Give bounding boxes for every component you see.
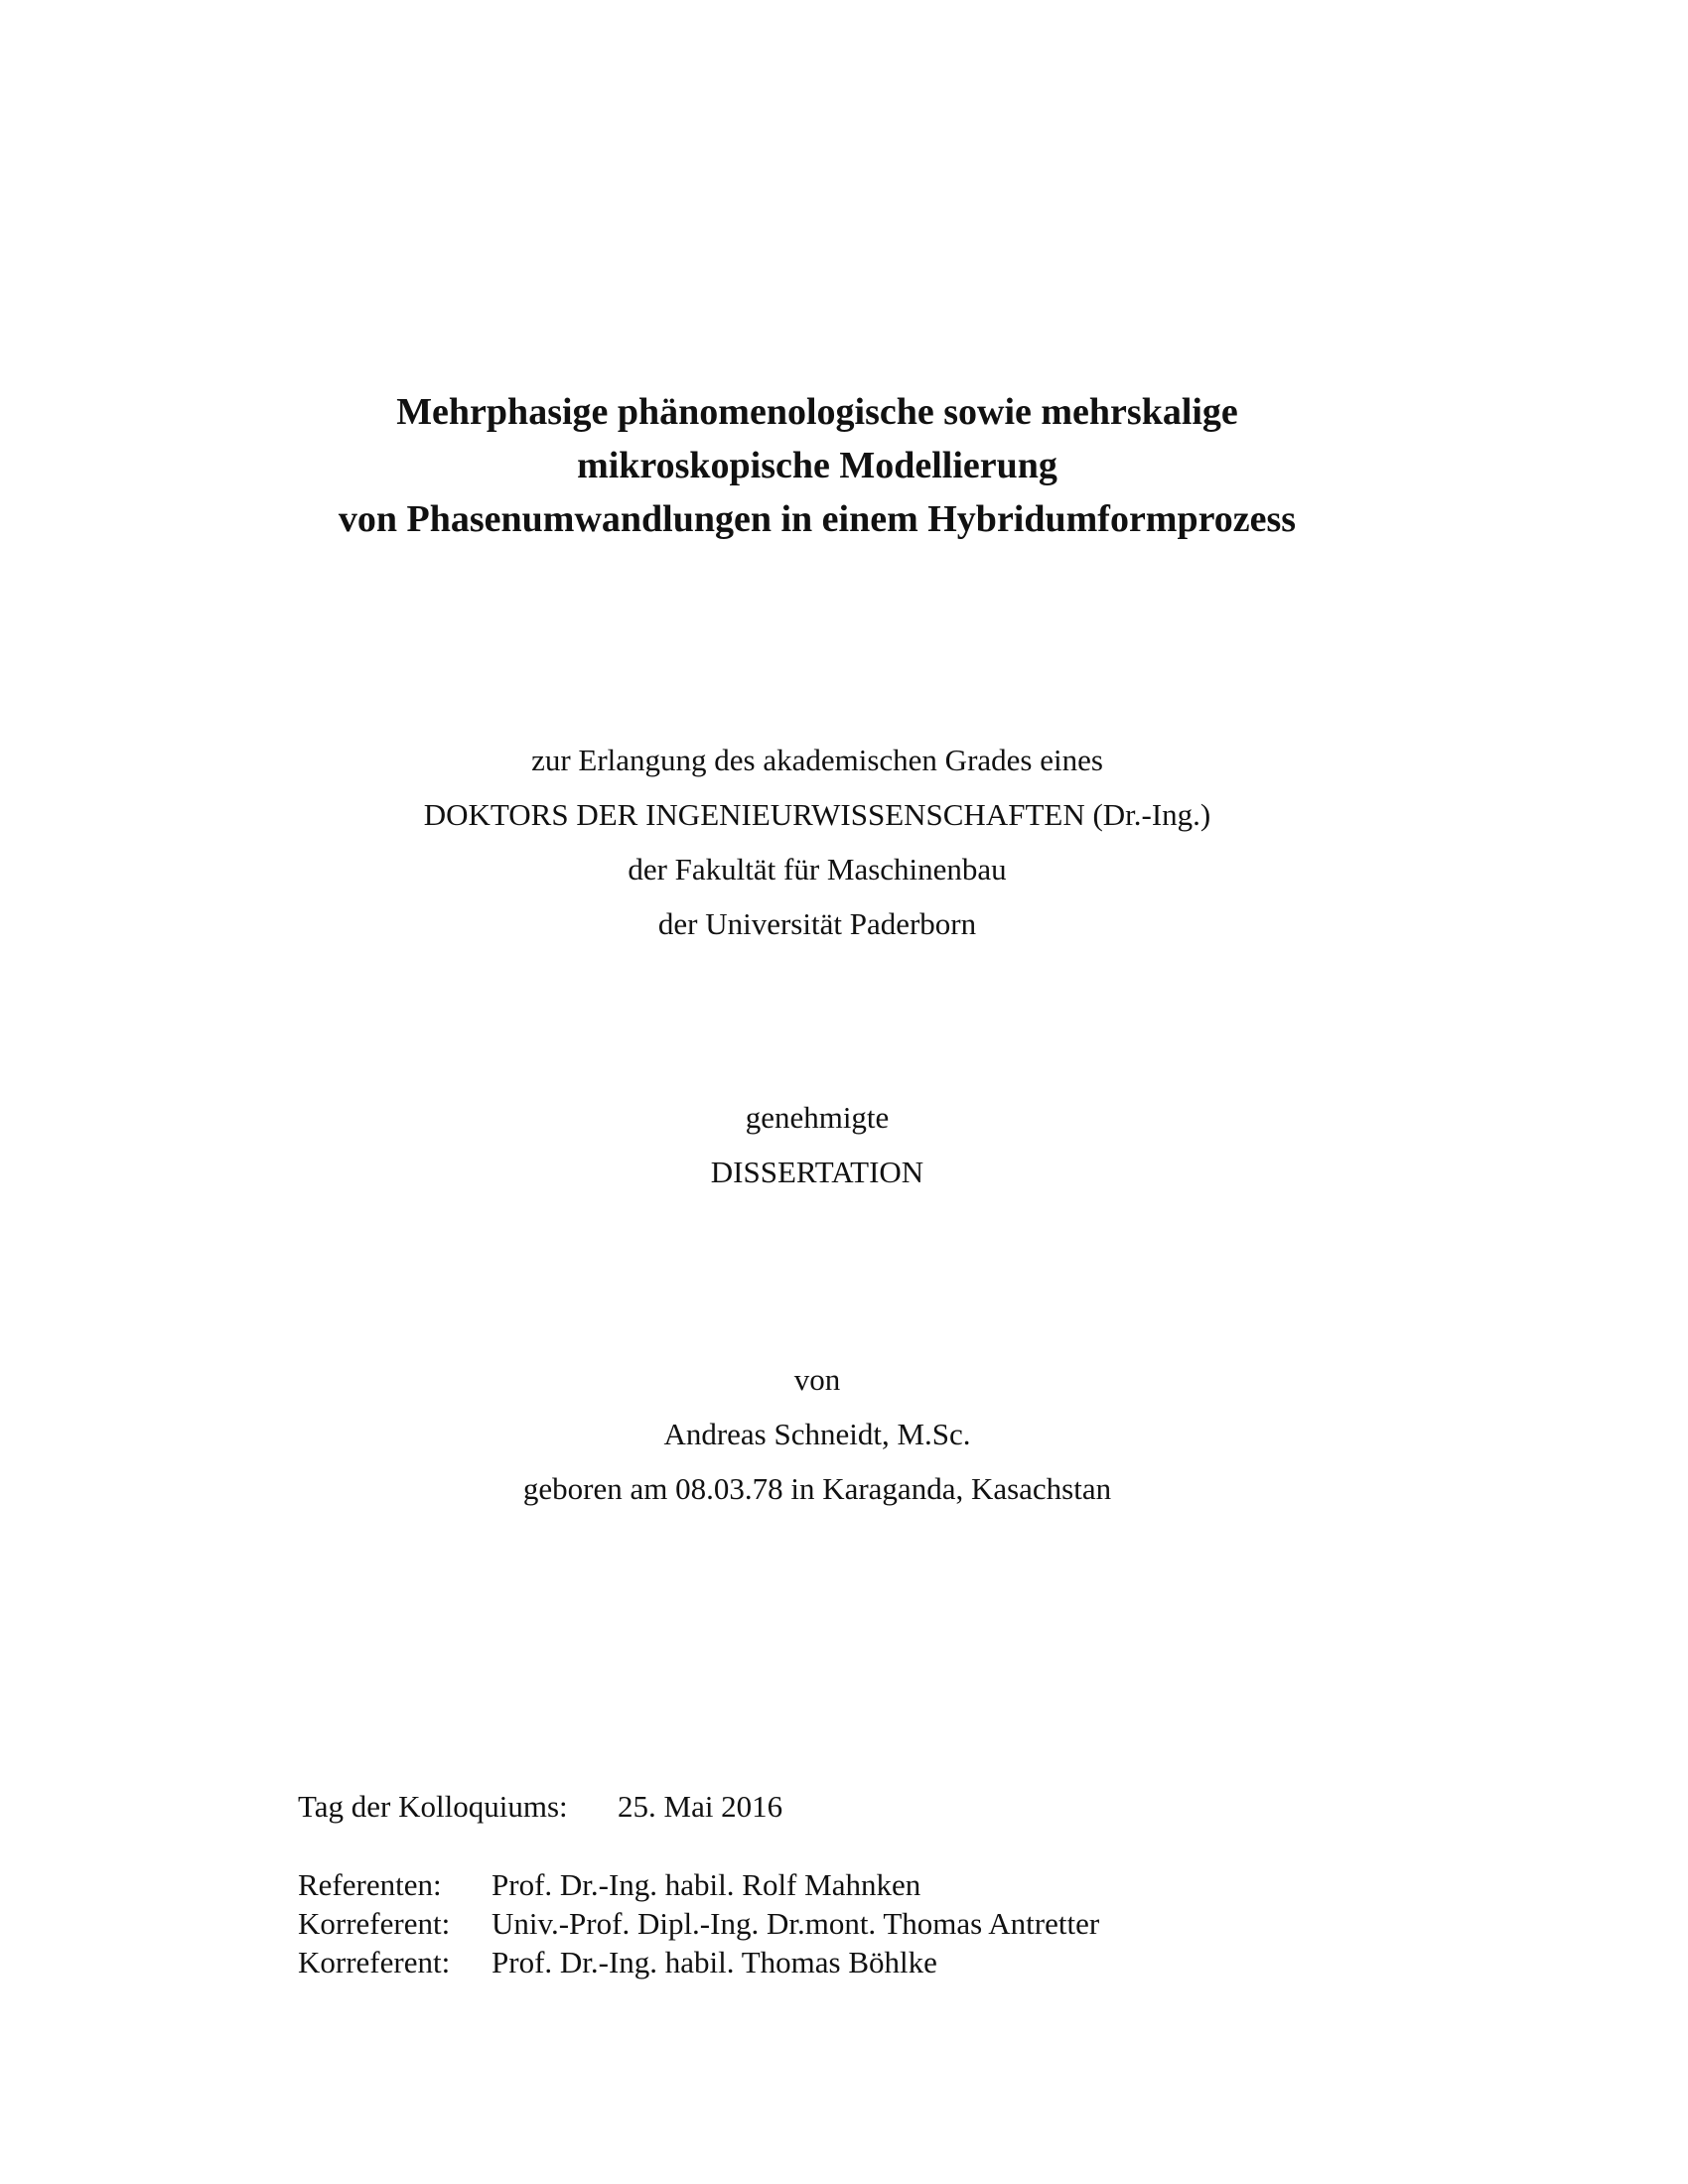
referee-name: Univ.-Prof. Dipl.-Ing. Dr.mont. Thomas Antretter	[492, 1906, 1100, 1941]
author-line: von	[793, 1362, 841, 1397]
referee-label: Referenten:	[298, 1867, 442, 1902]
author-birth: geboren am 08.03.78 in Karaganda, Kasachstan	[522, 1471, 1112, 1506]
dissertation-line: DISSERTATION	[710, 1155, 924, 1189]
degree-line: zur Erlangung des akademischen Grades eines	[531, 743, 1103, 777]
author-info	[0, 1352, 1634, 1516]
title-line: Mehrphasige phänomenologische sowie mehrskalige	[396, 391, 1238, 433]
kolloquium-date: 25. Mai 2016	[618, 1789, 783, 1824]
kolloquium-label: Tag der Kolloquiums:	[298, 1789, 568, 1824]
referee-row	[298, 1943, 1099, 1981]
referee-row	[298, 1904, 1099, 1943]
referee-row	[298, 1865, 1099, 1904]
dissertation-label	[0, 1090, 1634, 1199]
author-name: Andreas Schneidt, M.Sc.	[663, 1417, 971, 1451]
dissertation-line: genehmigte	[745, 1100, 890, 1135]
degree-line: der Universität Paderborn	[657, 906, 977, 941]
referee-name: Prof. Dr.-Ing. habil. Rolf Mahnken	[492, 1867, 921, 1902]
kolloquium-row	[298, 1787, 1099, 1826]
title-line: von Phasenumwandlungen in einem Hybridumformprozess	[338, 498, 1297, 540]
title-line: mikroskopische Modellierung	[577, 445, 1057, 486]
committee-info	[298, 1787, 1099, 1981]
spacer	[298, 1826, 1099, 1865]
thesis-title	[0, 385, 1634, 546]
degree-line: der Fakultät für Maschinenbau	[628, 852, 1007, 887]
degree-statement	[0, 733, 1634, 951]
referee-label: Korreferent:	[298, 1906, 451, 1941]
referee-label: Korreferent:	[298, 1945, 451, 1979]
referee-name: Prof. Dr.-Ing. habil. Thomas Böhlke	[492, 1945, 937, 1979]
degree-line: DOKTORS DER INGENIEURWISSENSCHAFTEN (Dr.-Ing.)	[423, 797, 1211, 832]
